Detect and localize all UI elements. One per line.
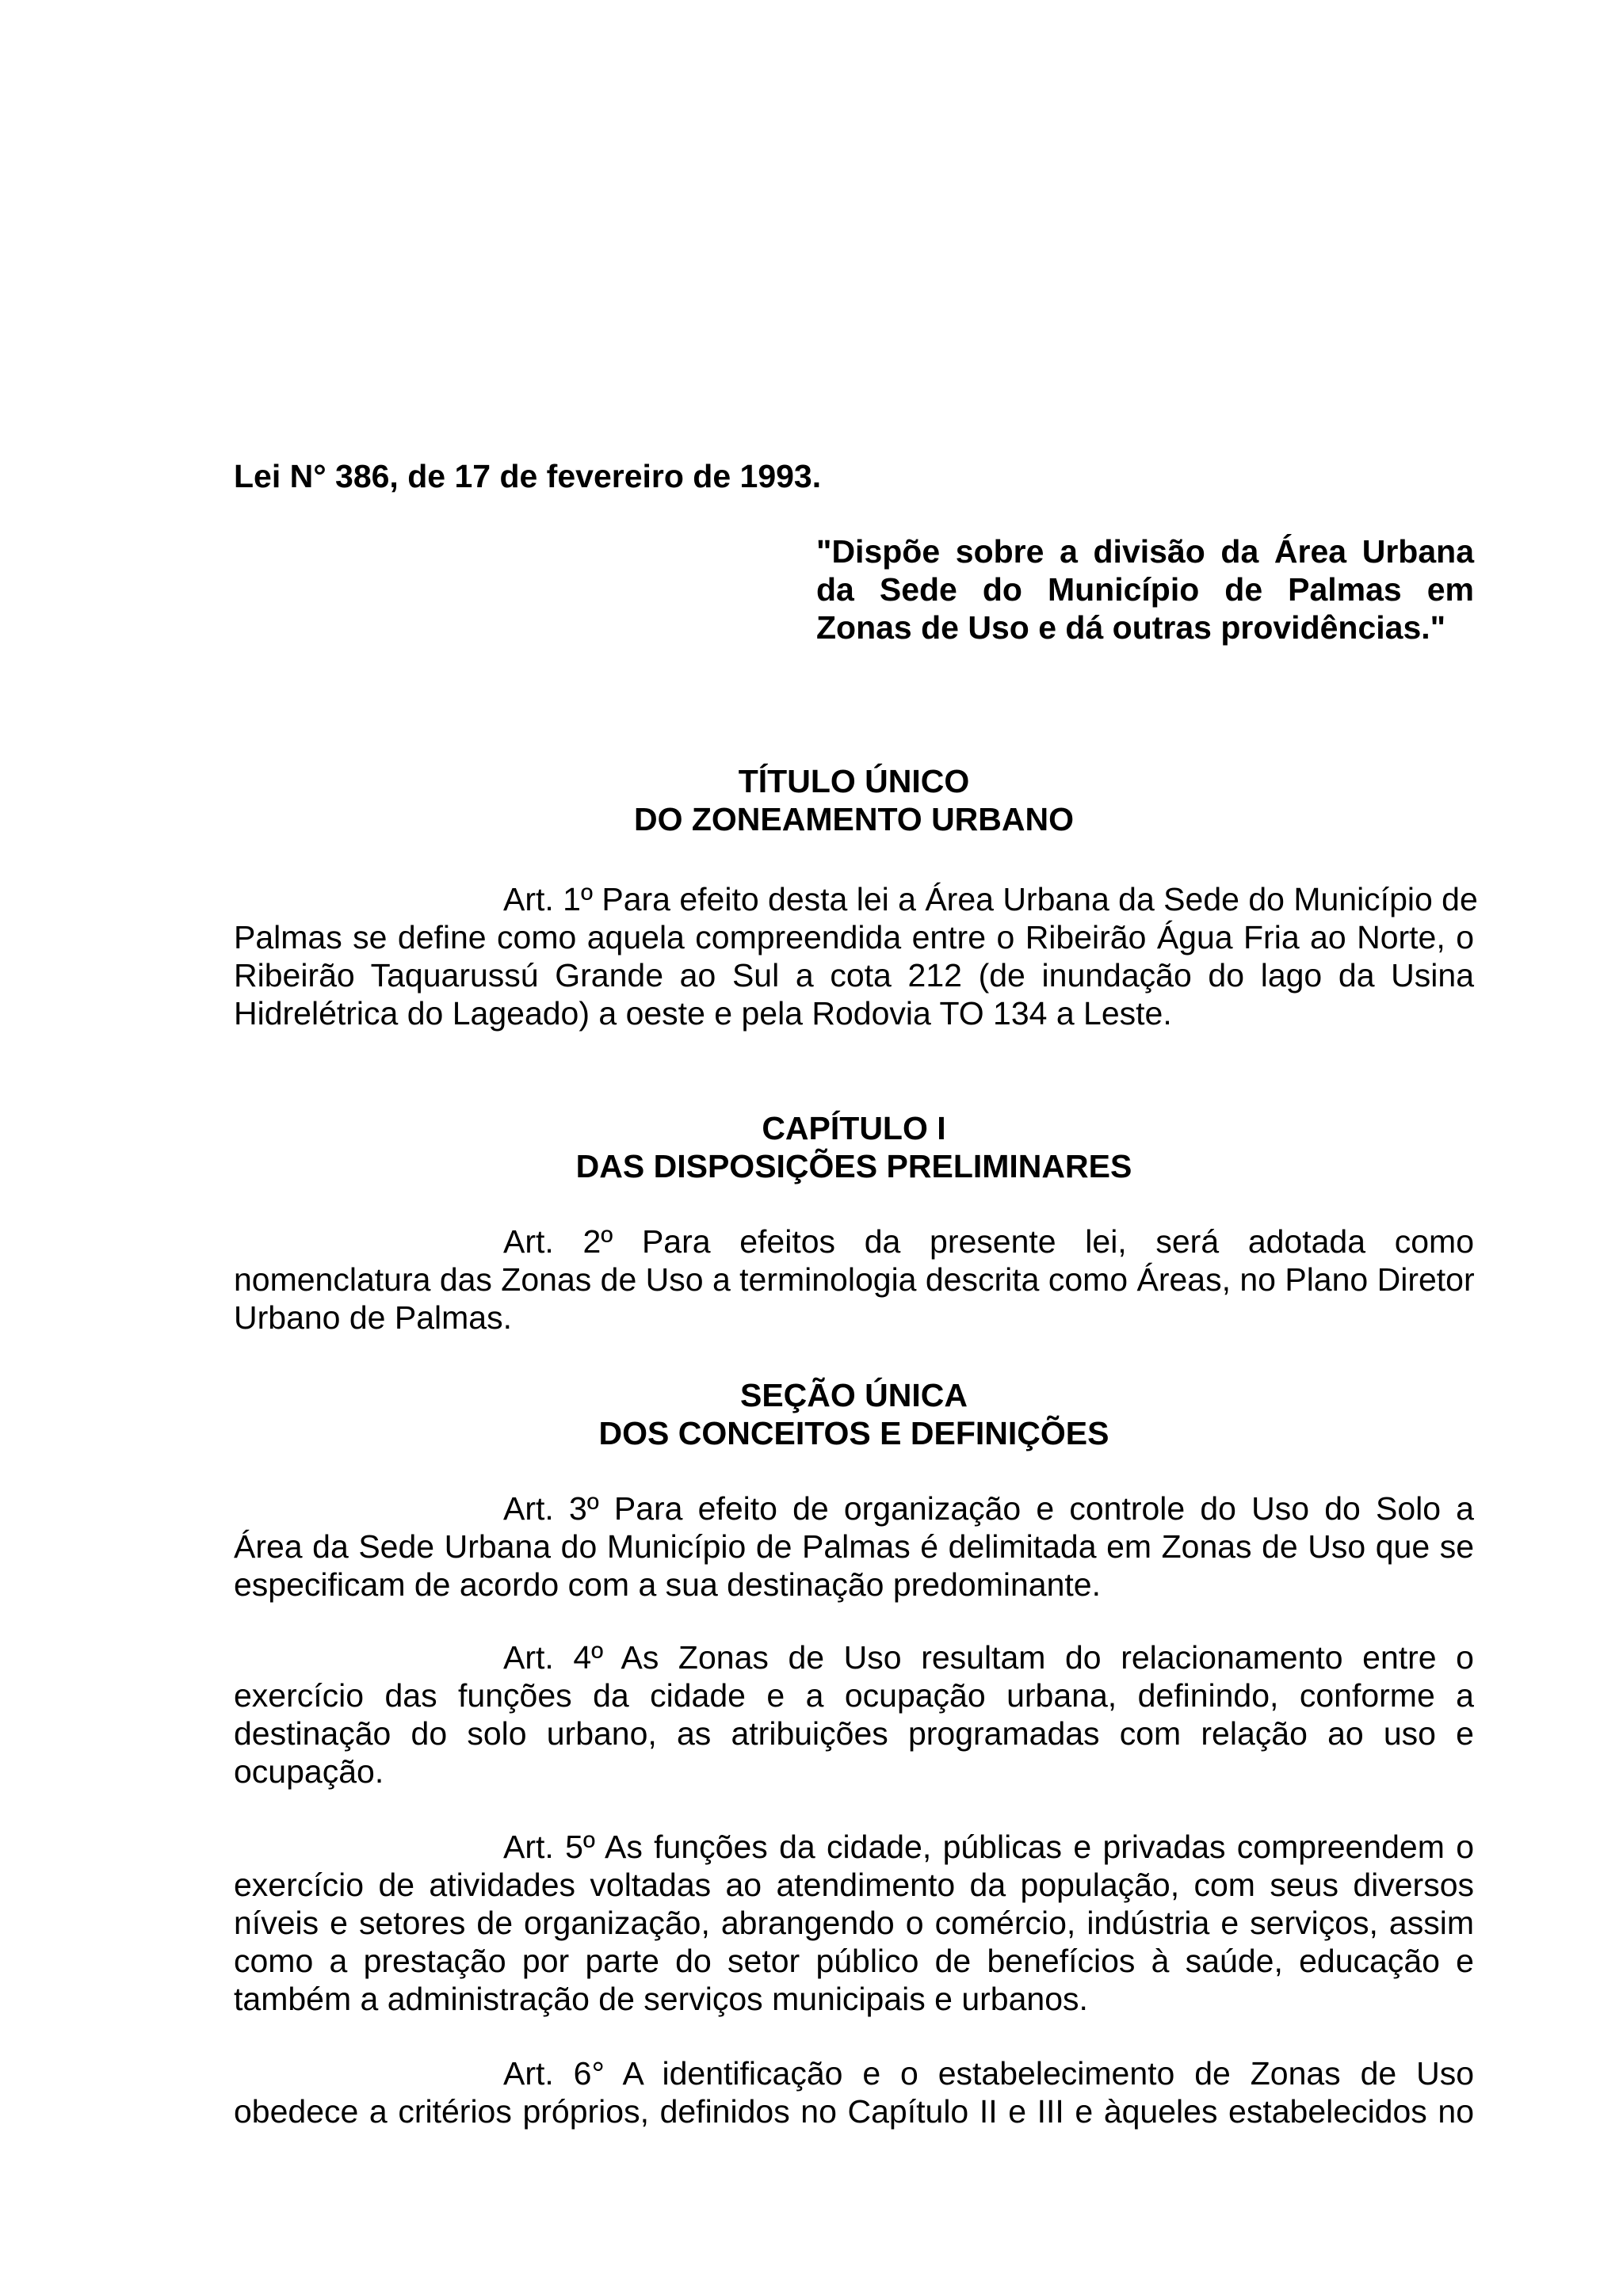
paragraph-line: Art. 6° A identificação e o estabelecimento de Zonas de Uso [503, 2055, 1474, 2092]
article-5 [234, 1828, 1474, 2018]
paragraph-line: obedece a critérios próprios, definidos no Capítulo II e III e àqueles estabelecidos no [234, 2093, 1474, 2130]
titulo-line-2: DO ZONEAMENTO URBANO [633, 801, 1075, 837]
paragraph-line: Art. 3º Para efeito de organização e controle do Uso do Solo a [503, 1490, 1474, 1527]
ementa-line: "Dispõe sobre a divisão da Área Urbana [816, 533, 1474, 570]
paragraph-line: Art. 1º Para efeito desta lei a Área Urbana da Sede do Município de [503, 881, 1478, 917]
paragraph-line: exercício de atividades voltadas ao atendimento da população, com seus diversos [234, 1867, 1474, 1903]
capitulo-heading [234, 1109, 1474, 1185]
article-4 [234, 1638, 1474, 1791]
paragraph-line: nomenclatura das Zonas de Uso a terminologia descrita como Áreas, no Plano Diretor [234, 1261, 1475, 1298]
paragraph-line: destinação do solo urbano, as atribuições programadas com relação ao uso e [234, 1715, 1474, 1752]
capitulo-line-2: DAS DISPOSIÇÕES PRELIMINARES [575, 1148, 1132, 1184]
paragraph-line: Hidrelétrica do Lageado) a oeste e pela Rodovia TO 134 a Leste. [234, 995, 1172, 1032]
paragraph-line: Art. 4º As Zonas de Uso resultam do relacionamento entre o [503, 1639, 1474, 1676]
ementa [816, 532, 1474, 646]
paragraph-line: Art. 2º Para efeitos da presente lei, será adotada como [503, 1223, 1474, 1260]
capitulo-line-1: CAPÍTULO I [762, 1110, 946, 1146]
law-title: Lei N° 386, de 17 de fevereiro de 1993. [234, 458, 822, 494]
article-6 [234, 2054, 1474, 2130]
secao-line-2: DOS CONCEITOS E DEFINIÇÕES [598, 1415, 1109, 1451]
secao-heading [234, 1376, 1474, 1452]
article-3 [234, 1489, 1474, 1604]
paragraph-line: Urbano de Palmas. [234, 1299, 512, 1336]
paragraph-line: como a prestação por parte do setor público de benefícios à saúde, educação e [234, 1943, 1474, 1979]
titulo-line-1: TÍTULO ÚNICO [738, 763, 970, 799]
paragraph-line: também a administração de serviços municipais e urbanos. [234, 1981, 1088, 2017]
paragraph-line: Art. 5º As funções da cidade, públicas e privadas compreendem o [503, 1829, 1474, 1865]
paragraph-line: exercício das funções da cidade e a ocupação urbana, definindo, conforme a [234, 1677, 1474, 1714]
article-2 [234, 1222, 1474, 1337]
paragraph-line: níveis e setores de organização, abrangendo o comércio, indústria e serviços, assim [234, 1905, 1474, 1941]
paragraph-line: ocupação. [234, 1753, 384, 1790]
ementa-line: da Sede do Município de Palmas em [816, 571, 1474, 608]
paragraph-line: Área da Sede Urbana do Município de Palmas é delimitada em Zonas de Uso que se [234, 1528, 1474, 1565]
paragraph-line: Palmas se define como aquela compreendida entre o Ribeirão Água Fria ao Norte, o [234, 919, 1474, 955]
article-1 [234, 880, 1478, 1032]
paragraph-line: Ribeirão Taquarussú Grande ao Sul a cota 212 (de inundação do lago da Usina [234, 957, 1474, 994]
paragraph-line: especificam de acordo com a sua destinação predominante. [234, 1566, 1101, 1603]
secao-line-1: SEÇÃO ÚNICA [739, 1377, 968, 1413]
ementa-line: Zonas de Uso e dá outras providências." [816, 609, 1446, 646]
titulo-heading [234, 762, 1474, 838]
